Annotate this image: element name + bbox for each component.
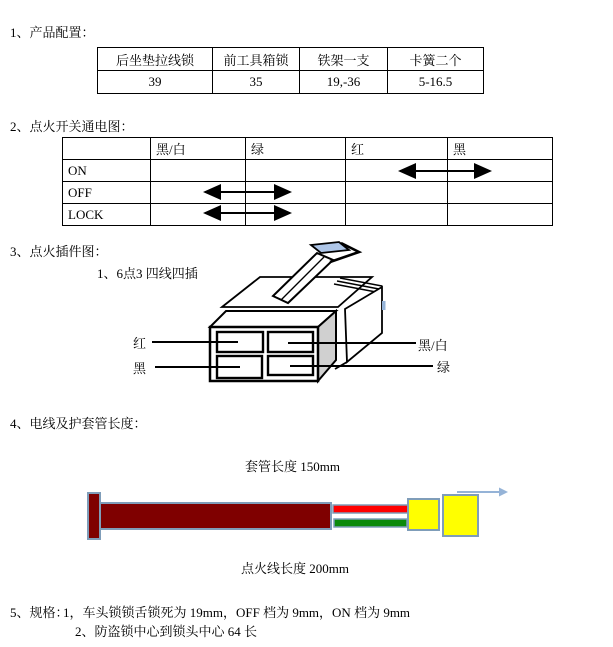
- table-row: [98, 71, 484, 94]
- table2-header-cell: 黑/白: [151, 138, 246, 160]
- red-wire: [333, 505, 408, 513]
- table-row: [63, 138, 553, 160]
- connector-diagram: [120, 238, 470, 403]
- table-row: [63, 160, 553, 182]
- connector-label-green: 绿: [437, 360, 451, 375]
- green-wire: [334, 519, 407, 527]
- connector-label-blackwhite: 黑/白: [418, 338, 448, 353]
- product-config-table: [97, 47, 484, 94]
- section1-heading: 1、产品配置：: [10, 25, 95, 40]
- table1-header-cell: 后坐垫拉线锁: [98, 48, 213, 71]
- table1-value-cell: 19,-36: [300, 71, 388, 94]
- table1-header-cell: 铁架一支: [300, 48, 388, 71]
- section2-heading: 2、点火开关通电图：: [10, 119, 134, 134]
- table-row: [98, 48, 484, 71]
- ignition-switch-table: [62, 137, 553, 226]
- sleeve-length-label: 套管长度 150mm: [245, 459, 340, 474]
- ignition-wire-length-label: 点火线长度 200mm: [241, 561, 349, 576]
- table2-corner-cell: [63, 138, 151, 160]
- table2-row-label: LOCK: [63, 204, 151, 226]
- wire-arrow-head: [499, 488, 508, 497]
- table2-header-cell: 绿: [246, 138, 346, 160]
- section4-heading: 4、电线及护套管长度：: [10, 416, 147, 431]
- table1-value-cell: 5-16.5: [388, 71, 484, 94]
- table-row: [63, 204, 553, 226]
- table1-value-cell: 35: [213, 71, 300, 94]
- section3-heading: 3、点火插件图：: [10, 244, 108, 259]
- connector-label-black: 黑: [133, 361, 147, 376]
- table2-header-cell: 红: [346, 138, 448, 160]
- table2-header-cell: 黑: [448, 138, 553, 160]
- sheath-tube: [100, 503, 331, 529]
- table2-row-label: ON: [63, 160, 151, 182]
- table2-row-label: OFF: [63, 182, 151, 204]
- table1-header-cell: 前工具箱锁: [213, 48, 300, 71]
- spec-line-2: 2、防盗锁中心到锁头中心 64 长: [75, 624, 258, 639]
- spec-line-1: 1，车头锁锁舌锁死为 19mm，OFF 档为 9mm，ON 档为 9mm: [63, 605, 411, 620]
- table1-header-cell: 卡簧二个: [388, 48, 484, 71]
- section5-heading: 5、规格：: [10, 605, 69, 620]
- wire-diagram: [80, 485, 520, 545]
- yellow-block-1: [408, 499, 439, 530]
- wire-end-cap: [88, 493, 100, 539]
- section3-note: 1、6点3 四线四插: [97, 266, 198, 281]
- connector-label-red: 红: [133, 336, 147, 351]
- latch-mark: [382, 301, 386, 310]
- table1-value-cell: 39: [98, 71, 213, 94]
- yellow-block-2: [443, 495, 478, 536]
- table-row: [63, 182, 553, 204]
